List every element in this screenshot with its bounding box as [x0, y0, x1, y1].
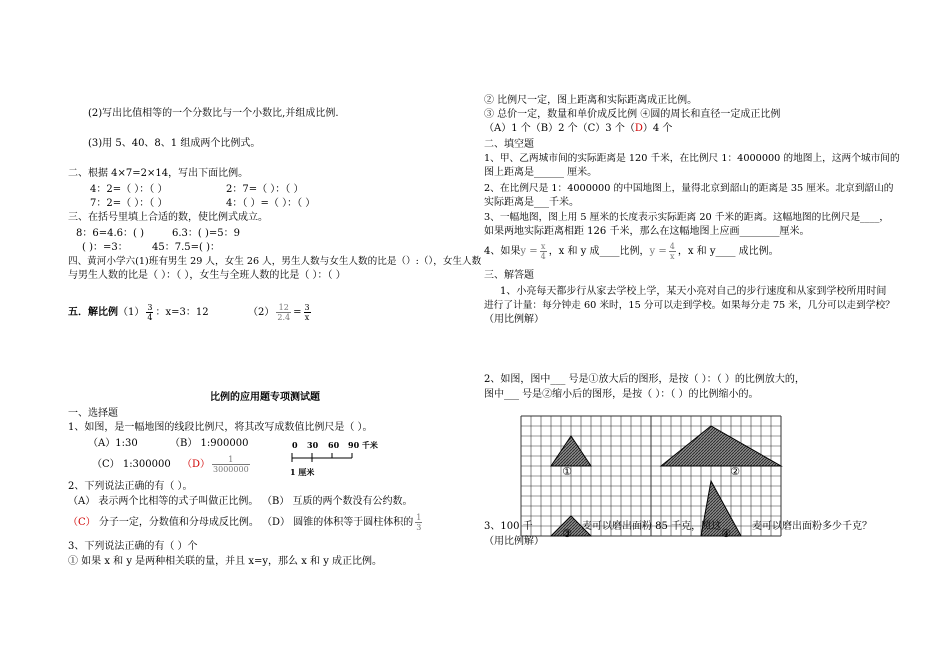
answer-question-1: 1、小亮每天都步行从家去学校上学，某天小亮对自己的步行速度和从家到学校所用时间: [500, 286, 887, 297]
scale-tick-label: 90 千米: [348, 440, 378, 450]
denominator: 4: [540, 252, 546, 261]
choice-section-title: 一、选择题: [68, 408, 118, 419]
section-2-item: 7：2=（ ）：（ ）: [90, 198, 168, 209]
answer-c-label: （C）: [68, 517, 96, 528]
scale-tick-label: 30: [307, 440, 319, 450]
equals-sign: =: [293, 307, 302, 318]
fill-question-1: 1、甲、乙两城市间的实际距离是 120 千米，在比例尺 1：4000000 的地图上，这两个城市间的: [484, 153, 900, 164]
page-title: 比例的应用题专项测试题: [210, 392, 320, 403]
section-3-item: 6.3：( )=5：9: [172, 228, 240, 239]
fill-question-1: 图上距离是______ 厘米。: [484, 167, 598, 178]
answer-question-2: 2、如图，图中___ 号是①放大后的图形，是按（ ）：（ ）的比例放大的，: [484, 374, 805, 385]
choice-question-2: 2、下列说法正确的有（ ）。: [68, 481, 193, 492]
answer-question-3: （用比例解）: [484, 536, 544, 547]
section-2-item: 4：2=（ ）：（ ）: [90, 184, 168, 195]
shape-label: ③: [562, 527, 572, 540]
fraction: [146, 303, 153, 322]
section-5-label: 五．解比例: [68, 307, 118, 318]
numerator: 1: [416, 513, 422, 522]
scale-tick-label: 0: [292, 440, 298, 450]
question-3: (3)用 5、40、8、1 组成两个比例式。: [88, 138, 261, 149]
numerator: x: [540, 242, 546, 251]
option-c-text: 分子一定，分数值和分母成反比例。: [95, 517, 259, 528]
shape-label: ②: [730, 465, 740, 478]
numerator: 1: [212, 455, 250, 465]
choice-statement: ① 如果 x 和 y 是两种相关联的量，并且 x=y，那么 x 和 y 成正比例。: [68, 556, 383, 567]
answer-question-3: 3、100 千: [484, 521, 533, 532]
numerator: 3: [147, 303, 153, 312]
answer-question-1: 进行了计量：每分钟走 60 米时，15 分可以走到学校。如果每分走 75 米，几分可以走到学校？: [484, 300, 895, 311]
answer-question-3: 麦可以磨出面粉 85 千克，照这: [582, 521, 722, 532]
denominator: 2.4: [277, 313, 291, 322]
section-2-title: 二、根据 4×7=2×14，写出下面比例。: [68, 168, 249, 179]
q4-end: ，x 和 y____ 成比例。: [677, 246, 779, 257]
triangle: [551, 436, 591, 466]
problem-1-open: （1）: [118, 307, 145, 318]
choice-option: （A）1:30: [88, 438, 138, 449]
denominator: x: [304, 313, 310, 322]
section-4-line: 四、黄河小学六(1)班有男生 29 人，女生 26 人，男生人数与女生人数的比是（）:（），女生人数: [68, 256, 482, 267]
numerator: 3: [304, 303, 310, 312]
fraction: [276, 303, 291, 322]
denominator: 4: [147, 313, 153, 322]
fill-section-title: 二、填空题: [484, 139, 534, 150]
section-3-item: 45：7.5=( )：: [152, 242, 220, 253]
choice-option: [182, 453, 252, 477]
denominator: x: [670, 252, 675, 261]
problem-2-open: （2）: [248, 307, 275, 318]
fraction: [540, 242, 547, 261]
section-5-problem-2: [248, 302, 313, 324]
fraction: [304, 303, 311, 322]
answer-section-title: 三、解答题: [484, 270, 534, 281]
denominator: 3: [416, 523, 422, 532]
shape-label: ④: [721, 527, 731, 540]
option-d-text: （D） 圆锥的体积等于圆柱体积的: [262, 517, 414, 528]
section-3-title: 三、在括号里填上合适的数，使比例式成立。: [68, 212, 268, 223]
choice-option: [68, 517, 259, 529]
section-4-line: 与男生人数的比是（ ）：（ ），女生与全班人数的比是（ ）：（ ）: [68, 270, 346, 281]
choice-option: （A） 表示两个比相等的式子叫做正比例。: [68, 496, 259, 507]
choice-option: （C） 1:300000: [92, 459, 171, 470]
scale-bar: [290, 450, 360, 464]
section-5: [68, 302, 209, 324]
fraction: [415, 513, 422, 532]
fill-question-3: 如果两地实际距离相距 126 千米，那么在这幅地图上应画________厘米。: [484, 226, 810, 237]
numerator: 12: [276, 303, 291, 313]
fill-question-3: 3、一幅地图，图上用 5 厘米的长度表示实际距离 20 千米的距离。这幅地图的比例尺是____，: [484, 212, 890, 223]
options-end: ）4 个: [642, 123, 673, 134]
choice-option: （B） 1:900000: [170, 438, 249, 449]
fraction: [212, 455, 250, 474]
answer-question-1: （用比例解）: [484, 314, 544, 325]
q4-mid: ，x 和 y 成____比例，: [548, 246, 650, 257]
section-3-item: 8：6=4.6：( ): [76, 228, 144, 239]
answer-d-label: D: [634, 123, 643, 134]
section-2-item: 4：（ ）=（ ）：（ ）: [226, 198, 316, 209]
section-3-item: ( )：=3：: [82, 242, 128, 253]
y-equals: y =: [520, 246, 538, 257]
denominator: 3000000: [213, 465, 249, 474]
answer-d-label: （D）: [182, 459, 211, 470]
question-2: (2)写出比值相等的一个分数比与一个小数比,并组成比例.: [88, 108, 339, 119]
fill-question-2: 2、在比例尺是 1：4000000 的中国地图上，量得北京到韶山的距离是 35 厘米。北京到韶山的: [484, 183, 894, 194]
numerator: 4: [669, 242, 675, 251]
choice-question-1: 1、如图，是一幅地图的线段比例尺，将其改写成数值比例尺是（ ）。: [68, 422, 373, 433]
shape-label: ①: [562, 465, 572, 478]
fill-question-2: 实际距离是___千米。: [484, 197, 579, 208]
fraction: [669, 242, 676, 261]
scale-unit-label: 1 厘米: [290, 467, 315, 477]
statement-2: ② 比例尺一定，图上距离和实际距离成正比例。: [484, 95, 698, 106]
statement-3-4: ③ 总价一定，数量和单价成反比例 ④圆的周长和直径一定成正比例: [484, 109, 781, 120]
q4-prefix: 4、如果: [484, 246, 521, 257]
y-equals: y =: [649, 246, 667, 257]
choice-question-3: 3、下列说法正确的有（ ）个: [68, 541, 198, 552]
options-text: （A）1 个（B）2 个（C）3 个（: [484, 123, 635, 134]
answer-question-2: 图中___ 号是②缩小后的图形，是按（ ）：（ ）的比例缩小的。: [484, 389, 759, 400]
answer-question-3: 麦可以磨出面粉多少千克？: [752, 521, 872, 532]
scale-tick-label: 60: [328, 440, 340, 450]
fill-question-4: [484, 240, 779, 264]
section-2-item: 2：7=（ ）：（ ）: [226, 184, 304, 195]
problem-1-rest: ：x=3：12: [155, 307, 209, 318]
choice-option: （B） 互质的两个数没有公约数。: [262, 496, 413, 507]
choice-options: [484, 123, 672, 135]
choice-option: [262, 511, 424, 535]
